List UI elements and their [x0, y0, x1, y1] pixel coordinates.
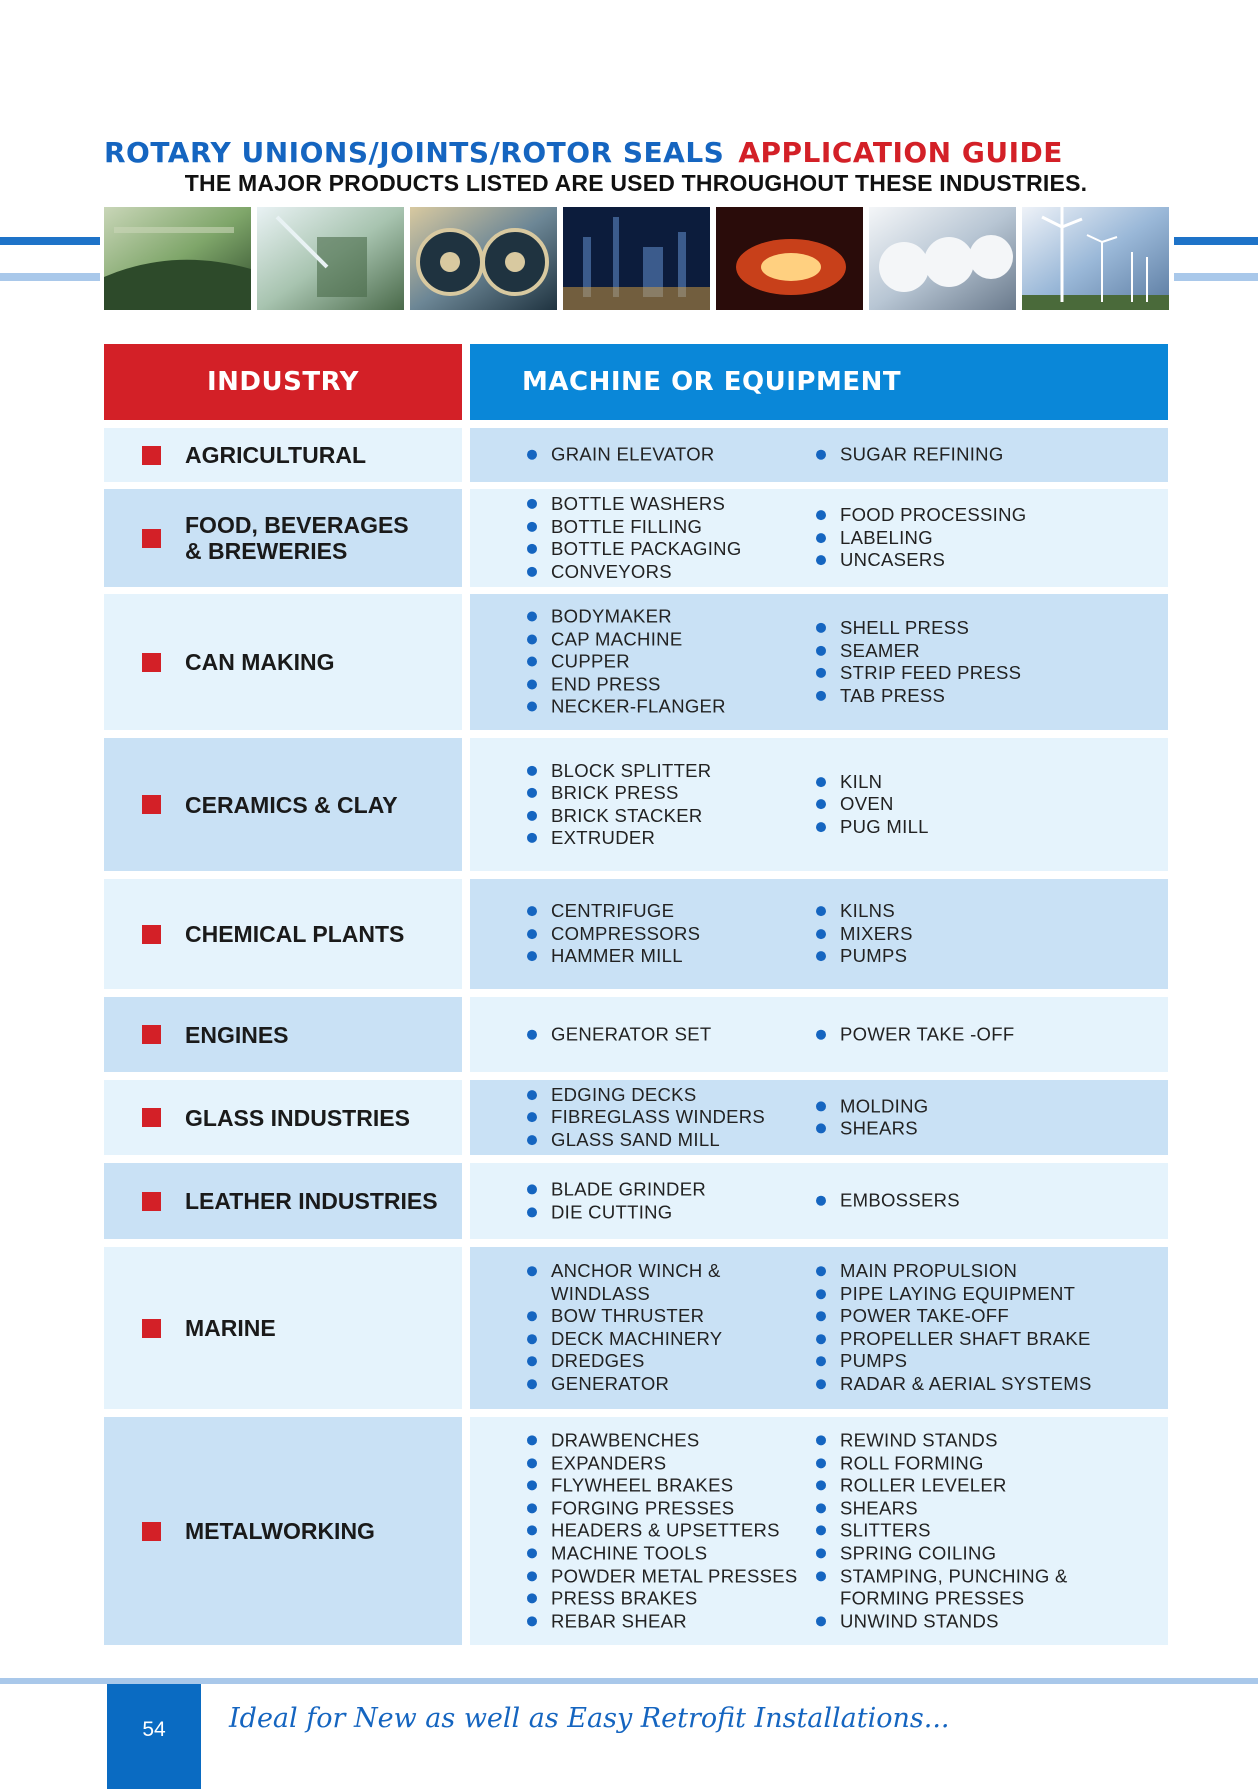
table-row	[104, 1417, 1168, 1645]
equipment-list	[816, 771, 929, 839]
equipment-item: MOLDING	[816, 1095, 928, 1118]
table-row	[104, 428, 1168, 482]
industry-cell	[104, 428, 462, 482]
equipment-item: UNCASERS	[816, 549, 1026, 572]
equipment-item: HAMMER MILL	[527, 945, 700, 968]
industry-name-line: GLASS INDUSTRIES	[185, 1104, 410, 1131]
equipment-cell	[470, 1247, 1168, 1409]
equipment-item: DIE CUTTING	[527, 1201, 706, 1224]
equipment-item: SEAMER	[816, 639, 1021, 662]
equipment-item: SHEARS	[816, 1497, 1068, 1520]
table-row	[104, 1163, 1168, 1239]
equipment-item: EXPANDERS	[527, 1452, 798, 1475]
table-row	[104, 1247, 1168, 1409]
equipment-item: GLASS SAND MILL	[527, 1129, 765, 1152]
equipment-item: BLOCK SPLITTER	[527, 759, 711, 782]
steel-coils-photo	[410, 207, 557, 310]
equipment-item: BOTTLE PACKAGING	[527, 538, 742, 561]
equipment-list	[527, 1429, 798, 1632]
page-title	[104, 136, 1174, 169]
industry-name-line: AGRICULTURAL	[185, 442, 366, 468]
equipment-item: FOOD PROCESSING	[816, 504, 1026, 527]
equipment-item: OVEN	[816, 793, 929, 816]
equipment-item: RADAR & AERIAL SYSTEMS	[816, 1373, 1092, 1396]
equipment-item: TAB PRESS	[816, 685, 1021, 708]
equipment-item: SHEARS	[816, 1118, 928, 1141]
equipment-list	[816, 1190, 960, 1213]
equipment-item: KILNS	[816, 900, 913, 923]
equipment-item: STAMPING, PUNCHING &	[816, 1565, 1068, 1588]
industry-name	[185, 649, 335, 675]
red-square-bullet-icon	[142, 446, 161, 465]
equipment-item: FIBREGLASS WINDERS	[527, 1106, 765, 1129]
industry-name-line: METALWORKING	[185, 1518, 375, 1544]
equipment-item: PRESS BRAKES	[527, 1587, 798, 1610]
equipment-item: PIPE LAYING EQUIPMENT	[816, 1283, 1092, 1306]
equipment-item: BOW THRUSTER	[527, 1305, 722, 1328]
equipment-item: FORMING PRESSES	[840, 1587, 1025, 1609]
equipment-cell	[470, 1163, 1168, 1239]
industry-label	[142, 1188, 438, 1214]
industry-name-line: FOOD, BEVERAGES	[185, 512, 409, 538]
industry-label	[142, 649, 335, 675]
equipment-item: FLYWHEEL BRAKES	[527, 1475, 798, 1498]
equipment-list	[527, 493, 742, 583]
equipment-list	[527, 1260, 722, 1396]
industry-cell	[104, 738, 462, 871]
red-square-bullet-icon	[142, 1192, 161, 1211]
equipment-item: PROPELLER SHAFT BRAKE	[816, 1328, 1092, 1351]
industry-label	[142, 1518, 375, 1544]
equipment-item: FORGING PRESSES	[527, 1497, 798, 1520]
equipment-item: POWER TAKE -OFF	[816, 1023, 1014, 1046]
equipment-item: CUPPER	[527, 651, 726, 674]
page-number-box	[107, 1684, 201, 1789]
industry-name-line: ENGINES	[185, 1021, 289, 1048]
equipment-item: BOTTLE WASHERS	[527, 493, 742, 516]
title-blue: ROTARY UNIONS/JOINTS/ROTOR SEALS	[104, 136, 725, 169]
equipment-item: PUMPS	[816, 945, 913, 968]
equipment-item: ANCHOR WINCH &	[527, 1260, 722, 1283]
industry-cell	[104, 1417, 462, 1645]
industry-cell	[104, 489, 462, 587]
equipment-item: BRICK PRESS	[527, 782, 711, 805]
red-square-bullet-icon	[142, 925, 161, 944]
equipment-list	[816, 900, 913, 968]
table-row	[104, 594, 1168, 730]
equipment-list	[527, 759, 711, 849]
machine-column-header: MACHINE OR EQUIPMENT	[470, 344, 1168, 420]
table-row	[104, 997, 1168, 1072]
equipment-item: CONVEYORS	[527, 561, 742, 584]
industry-name	[185, 921, 404, 947]
equipment-cell	[470, 997, 1168, 1072]
left-stripe-light	[0, 273, 100, 281]
equipment-item: POWER TAKE-OFF	[816, 1305, 1092, 1328]
equipment-item: BOTTLE FILLING	[527, 515, 742, 538]
equipment-cell	[470, 594, 1168, 730]
equipment-item: GENERATOR	[527, 1373, 722, 1396]
red-square-bullet-icon	[142, 795, 161, 814]
equipment-item: SUGAR REFINING	[816, 444, 1004, 467]
page-number: 54	[142, 1718, 166, 1741]
industry-cell	[104, 997, 462, 1072]
industry-label	[142, 921, 404, 947]
equipment-item: SHELL PRESS	[816, 617, 1021, 640]
red-square-bullet-icon	[142, 1522, 161, 1541]
industry-name-line: CHEMICAL PLANTS	[185, 921, 405, 947]
industry-name-line: MARINE	[185, 1315, 276, 1341]
industry-name-line: CAN MAKING	[185, 649, 335, 675]
equipment-item: LABELING	[816, 527, 1026, 550]
red-square-bullet-icon	[142, 529, 161, 548]
equipment-cell	[470, 738, 1168, 871]
left-stripe-dark	[0, 237, 100, 245]
equipment-item: BRICK STACKER	[527, 805, 711, 828]
equipment-item: MIXERS	[816, 923, 913, 946]
industry-name	[185, 1105, 410, 1131]
red-square-bullet-icon	[142, 653, 161, 672]
equipment-list	[527, 606, 726, 719]
wind-turbines-photo	[1022, 207, 1169, 310]
equipment-item: EMBOSSERS	[816, 1190, 960, 1213]
equipment-list	[816, 504, 1026, 572]
industry-photo-strip	[104, 207, 1169, 310]
industry-name-line: & BREWERIES	[185, 538, 348, 564]
industry-column-header: INDUSTRY	[104, 344, 462, 420]
equipment-item: BLADE GRINDER	[527, 1178, 706, 1201]
industry-name	[185, 442, 366, 468]
industry-label	[142, 1315, 276, 1341]
machining-photo	[257, 207, 404, 310]
paper-rolls-photo	[869, 207, 1016, 310]
equipment-item: DREDGES	[527, 1351, 722, 1374]
equipment-item: EDGING DECKS	[527, 1084, 765, 1107]
equipment-item: KILN	[816, 771, 929, 794]
industry-name	[185, 1315, 276, 1341]
right-stripe-light	[1174, 273, 1258, 281]
table-row	[104, 1080, 1168, 1155]
equipment-item: EXTRUDER	[527, 827, 711, 850]
equipment-item: STRIP FEED PRESS	[816, 662, 1021, 685]
equipment-item: ROLL FORMING	[816, 1452, 1068, 1475]
equipment-cell	[470, 1080, 1168, 1155]
industry-name-line: LEATHER INDUSTRIES	[185, 1188, 438, 1214]
industry-name-line: CERAMICS & CLAY	[185, 791, 398, 818]
equipment-list	[527, 444, 715, 467]
equipment-item: MAIN PROPULSION	[816, 1260, 1092, 1283]
industry-name	[185, 1518, 375, 1544]
equipment-list	[527, 900, 700, 968]
industry-cell	[104, 594, 462, 730]
table-row	[104, 738, 1168, 871]
industry-name	[185, 512, 409, 564]
equipment-cell	[470, 1417, 1168, 1645]
equipment-item: CENTRIFUGE	[527, 900, 700, 923]
equipment-item: BODYMAKER	[527, 606, 726, 629]
equipment-item: CAP MACHINE	[527, 628, 726, 651]
equipment-list	[816, 1023, 1014, 1046]
equipment-item: END PRESS	[527, 673, 726, 696]
industry-name	[185, 1188, 438, 1214]
equipment-item: REWIND STANDS	[816, 1429, 1068, 1452]
equipment-item: DECK MACHINERY	[527, 1328, 722, 1351]
equipment-item: WINDLASS	[551, 1282, 651, 1304]
industry-cell	[104, 879, 462, 989]
red-square-bullet-icon	[142, 1025, 161, 1044]
equipment-list	[527, 1178, 706, 1223]
equipment-item: DRAWBENCHES	[527, 1429, 798, 1452]
industry-label	[142, 442, 366, 468]
equipment-item: PUG MILL	[816, 816, 929, 839]
table-row	[104, 879, 1168, 989]
industry-name	[185, 792, 398, 818]
equipment-item: NECKER-FLANGER	[527, 696, 726, 719]
industry-cell	[104, 1247, 462, 1409]
equipment-item: POWDER METAL PRESSES	[527, 1565, 798, 1588]
industry-cell	[104, 1163, 462, 1239]
equipment-list	[527, 1023, 712, 1046]
title-red: APPLICATION GUIDE	[738, 136, 1063, 169]
industry-label	[142, 792, 398, 818]
equipment-item: PUMPS	[816, 1351, 1092, 1374]
industry-label	[142, 512, 409, 564]
equipment-item: MACHINE TOOLS	[527, 1542, 798, 1565]
equipment-list	[816, 1095, 928, 1140]
equipment-list	[527, 1084, 765, 1152]
equipment-cell	[470, 879, 1168, 989]
industry-cell	[104, 1080, 462, 1155]
industry-label	[142, 1105, 410, 1131]
bottling-line-photo	[104, 207, 251, 310]
equipment-item: SLITTERS	[816, 1520, 1068, 1543]
equipment-item: GENERATOR SET	[527, 1023, 712, 1046]
red-square-bullet-icon	[142, 1108, 161, 1127]
equipment-item: ROLLER LEVELER	[816, 1475, 1068, 1498]
equipment-item: GRAIN ELEVATOR	[527, 444, 715, 467]
right-stripe-dark	[1174, 237, 1258, 245]
equipment-list	[816, 1429, 1068, 1632]
table-row	[104, 489, 1168, 587]
equipment-cell	[470, 428, 1168, 482]
equipment-item: COMPRESSORS	[527, 923, 700, 946]
page-subtitle: THE MAJOR PRODUCTS LISTED ARE USED THROUGHOUT THESE INDUSTRIES.	[184, 170, 1088, 196]
red-square-bullet-icon	[142, 1319, 161, 1338]
hot-steel-photo	[716, 207, 863, 310]
equipment-item: SPRING COILING	[816, 1542, 1068, 1565]
equipment-cell	[470, 489, 1168, 587]
industry-name	[185, 1022, 289, 1048]
equipment-item: UNWIND STANDS	[816, 1610, 1068, 1633]
equipment-list	[816, 444, 1004, 467]
industry-label	[142, 1022, 289, 1048]
equipment-item: HEADERS & UPSETTERS	[527, 1520, 798, 1543]
refinery-photo	[563, 207, 710, 310]
equipment-list	[816, 1260, 1092, 1396]
equipment-list	[816, 617, 1021, 707]
footer-tagline: Ideal for New as well as Easy Retrofit Installations...	[229, 1703, 950, 1734]
equipment-item: REBAR SHEAR	[527, 1610, 798, 1633]
